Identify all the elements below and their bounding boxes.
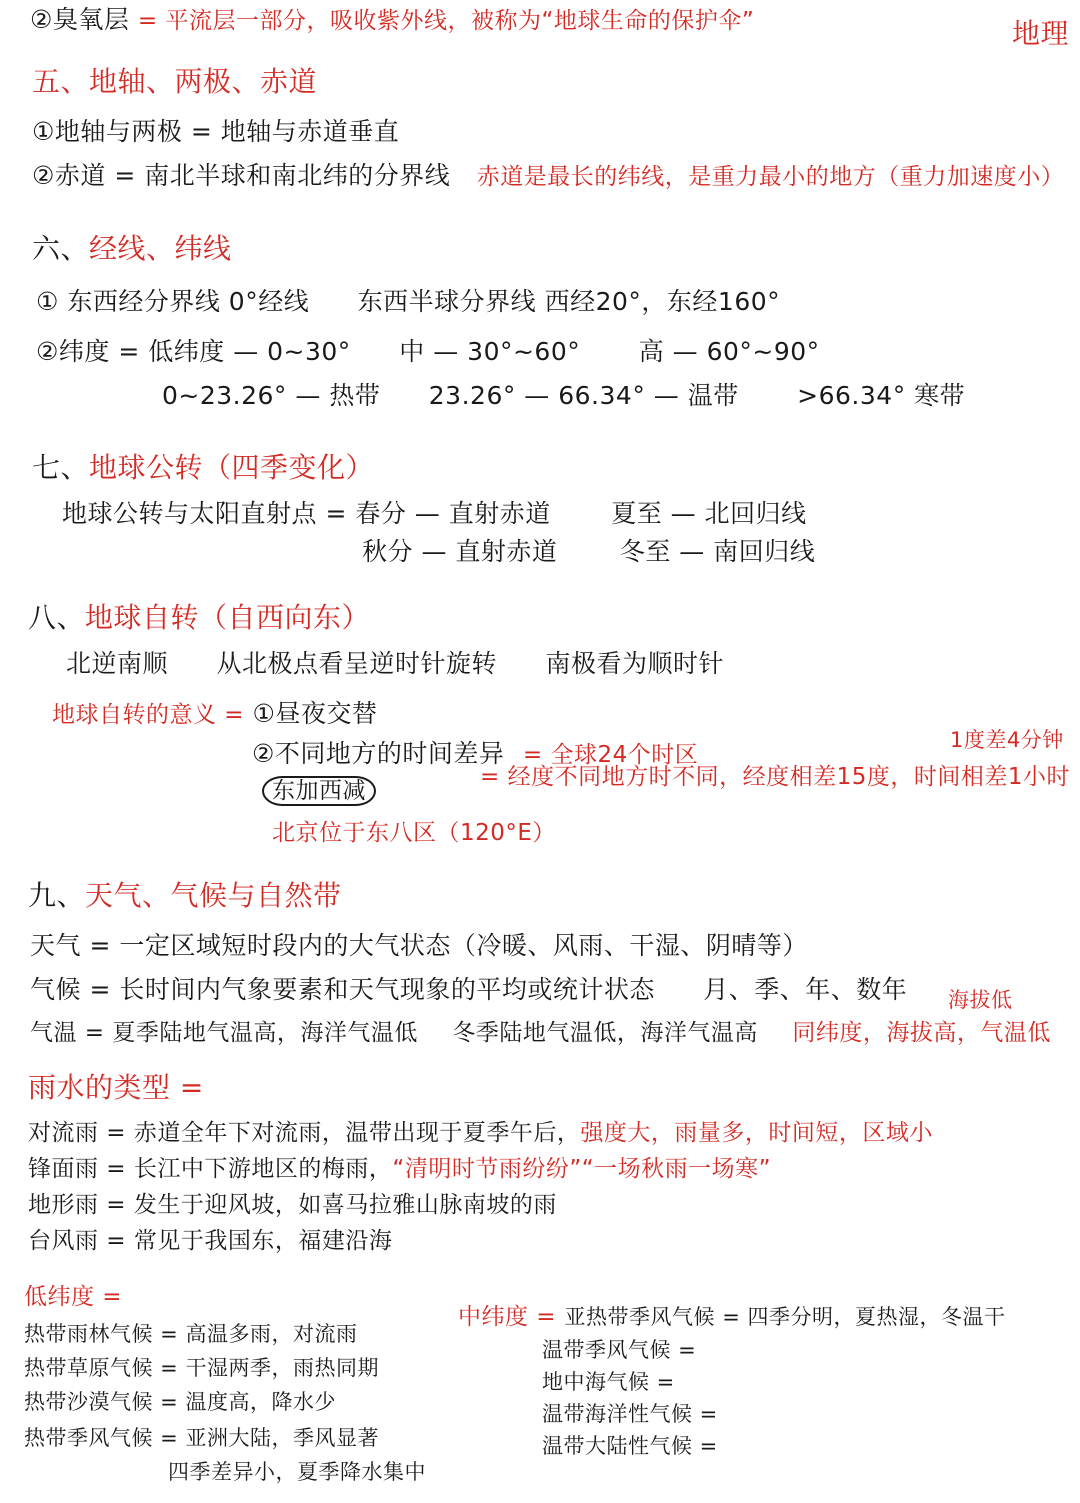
rain-orographic: 地形雨 = 发生于迎风坡，如喜马拉雅山脉南坡的雨 <box>28 1192 557 1218</box>
ozone-label: ②臭氧层 <box>30 5 130 34</box>
mid-lat-item-4: 温带海洋性气候 = <box>542 1402 718 1426</box>
section-8-east-west <box>262 776 376 806</box>
day-night-cycle: ①昼夜交替 <box>252 699 378 728</box>
section-6-line-1 <box>36 288 780 317</box>
south-pole-view: 南极看为顺时针 <box>545 649 724 678</box>
rotation-direction: 北逆南顺 <box>66 649 169 678</box>
low-lat-item-3: 热带沙漠气候 = 温度高，降水少 <box>24 1390 336 1414</box>
ozone-text: = 平流层一部分，吸收紫外线，被称为“地球生命的保护伞” <box>137 8 755 34</box>
frontal-rain-sayings: “清明时节雨纷纷”“一场秋雨一场寒” <box>392 1156 772 1182</box>
equator-definition: ②赤道 = 南北半球和南北纬的分界线 <box>32 161 451 190</box>
side-note: 1度差4分钟 <box>950 728 1064 752</box>
convective-rain-traits: 强度大，雨量多，时间短，区域小 <box>580 1120 933 1146</box>
convective-rain-text: 对流雨 = 赤道全年下对流雨，温带出现于夏季午后， <box>28 1120 581 1146</box>
north-pole-view: 从北极点看呈逆时针旋转 <box>216 649 497 678</box>
rain-convective <box>28 1120 933 1146</box>
section-7-title <box>32 452 374 484</box>
section-5-title-text: 五、地轴、两极、赤道 <box>32 65 318 98</box>
ozone-line <box>30 6 754 35</box>
latitude-high: 高 — 60°~90° <box>638 337 820 366</box>
temp-note-low-altitude: 海拔低 <box>948 988 1013 1012</box>
hemisphere-division: 东西半球分界线 西经20°，东经160° <box>357 287 781 316</box>
rotation-meaning-label: 地球自转的意义 = <box>52 702 245 728</box>
climate-text: 气候 = 长时间内气象要素和天气现象的平均或统计状态 <box>30 975 655 1004</box>
low-latitude-title: 低纬度 = <box>24 1284 123 1310</box>
rain-typhoon: 台风雨 = 常见于我国东，福建沿海 <box>28 1228 393 1254</box>
mid-lat-item-2: 温带季风气候 = <box>542 1338 697 1362</box>
section-5-line-1: ①地轴与两极 = 地轴与赤道垂直 <box>32 117 400 146</box>
section-6-line-3 <box>162 382 965 411</box>
section-9-prefix: 九、 <box>28 879 86 912</box>
zone-temperate: 23.26° — 66.34° — 温带 <box>428 381 739 410</box>
autumn-equinox: 秋分 — 直射赤道 <box>362 537 558 566</box>
climate-timescale: 月、季、年、数年 <box>703 975 908 1004</box>
low-lat-item-4: 热带季风气候 = 亚洲大陆，季风显著 <box>24 1426 379 1450</box>
meridian-0: ① 东西经分界线 0°经线 <box>36 287 310 316</box>
section-6-title-text: 经线、纬线 <box>89 232 232 265</box>
section-7-line-1 <box>62 500 807 529</box>
section-8-title-text: 地球自转（自西向东） <box>85 601 371 634</box>
equator-note: 赤道是最长的纬线，是重力最小的地方（重力加速度小） <box>476 164 1065 190</box>
zone-frigid: >66.34° 寒带 <box>797 381 966 410</box>
section-7-title-text: 地球公转（四季变化） <box>89 451 375 484</box>
section-6-prefix: 六、 <box>32 232 90 265</box>
subject-tag: 地理 <box>1012 17 1070 50</box>
section-5-line-2 <box>32 162 1064 191</box>
low-lat-item-5: 四季差异小，夏季降水集中 <box>168 1460 426 1484</box>
mid-latitude-row <box>458 1302 1006 1331</box>
section-7-line-2 <box>362 538 815 567</box>
winter-solstice: 冬至 — 南回归线 <box>619 537 816 566</box>
section-8-prefix: 八、 <box>28 601 86 634</box>
low-lat-item-2: 热带草原气候 = 干湿两季，雨热同期 <box>24 1356 379 1380</box>
longitude-time-note: = 经度不同地方时不同，经度相差15度，时间相差1小时 <box>480 764 1070 790</box>
mid-lat-item-3: 地中海气候 = <box>542 1370 675 1394</box>
temperature-line <box>30 1018 1051 1047</box>
section-9-title-text: 天气、气候与自然带 <box>85 879 342 912</box>
east-add-west-subtract: 东加西减 <box>262 776 376 806</box>
low-lat-item-1: 热带雨林气候 = 高温多雨，对流雨 <box>24 1322 358 1346</box>
weather-definition: 天气 = 一定区域短时段内的大气状态（冷暖、风雨、干湿、阴晴等） <box>30 931 808 960</box>
latitude-mid: 中 — 30°~60° <box>399 337 581 366</box>
frontal-rain-text: 锋面雨 = 长江中下游地区的梅雨， <box>28 1156 393 1182</box>
section-8-title <box>28 602 370 634</box>
climate-definition <box>30 976 907 1005</box>
section-6-title <box>32 233 232 265</box>
section-5-title <box>32 66 317 98</box>
section-8-meaning <box>52 700 377 729</box>
beijing-time-zone: 北京位于东八区（120°E） <box>272 820 556 846</box>
altitude-temperature-note: 同纬度，海拔高，气温低 <box>792 1020 1051 1046</box>
section-9-title <box>28 880 342 912</box>
rain-types-title: 雨水的类型 = <box>28 1071 204 1104</box>
summer-temperature: 气温 = 夏季陆地气温高，海洋气温低 <box>30 1020 418 1046</box>
rain-frontal <box>28 1156 771 1182</box>
mid-lat-item-5: 温带大陆性气候 = <box>542 1434 718 1458</box>
latitude-low: ②纬度 = 低纬度 — 0~30° <box>36 337 351 366</box>
winter-temperature: 冬季陆地气温低，海洋气温高 <box>452 1020 758 1046</box>
section-7-prefix: 七、 <box>32 451 90 484</box>
mid-latitude-title: 中纬度 = <box>458 1304 557 1330</box>
time-difference: ②不同地方的时间差异 <box>252 739 505 768</box>
zone-tropical: 0~23.26° — 热带 <box>162 381 381 410</box>
summer-solstice: 夏至 — 北回归线 <box>611 499 807 528</box>
mid-lat-item-1: 亚热带季风气候 = 四季分明，夏热湿，冬温干 <box>564 1305 1006 1329</box>
time-zones-note: = 全球24个时区 <box>522 742 699 768</box>
section-8-line-1 <box>66 650 724 679</box>
section-6-line-2 <box>36 338 820 367</box>
spring-equinox: 地球公转与太阳直射点 = 春分 — 直射赤道 <box>62 499 551 528</box>
